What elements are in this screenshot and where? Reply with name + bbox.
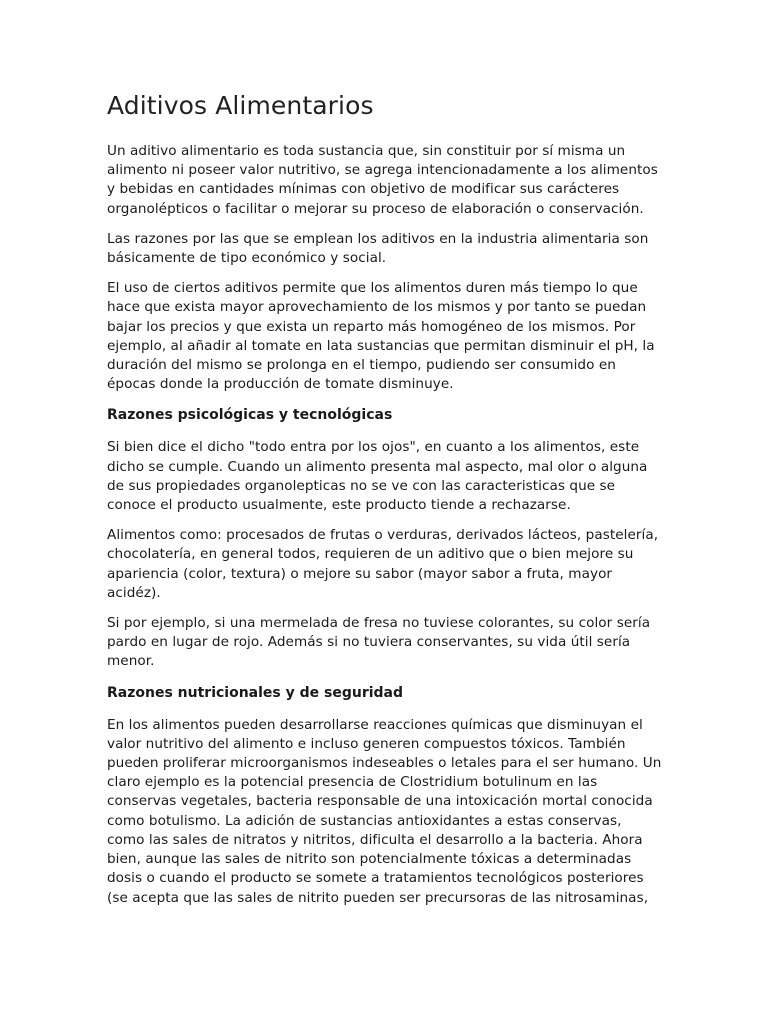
paragraph-nutri-1: En los alimentos pueden desarrollarse reacciones químicas que disminuyan el valor nutritivo del alimento e incluso generen compuestos tóxicos. También pueden proliferar microorganismos indeseables o letales para el ser humano. Un claro ejemplo es la potencial presencia de Clostridium botulinum en las conservas vegetales, bacteria responsable de una intoxicación mortal conocida como botulismo. La adición de sustancias antioxidantes a estas conservas, como las sales de nitratos y nitritos, dificulta el desarrollo a la bacteria. Ahora bien, aunque las sales de nitrito son potencialmente tóxicas a determinadas dosis o cuando el producto se somete a tratamientos tecnológicos posteriores (se acepta que las sales de nitrito pueden ser precursoras de las nitrosaminas, <box>107 716 662 906</box>
paragraph-psych-1: Si bien dice el dicho "todo entra por los ojos", en cuanto a los alimentos, este dicho se cumple. Cuando un alimento presenta mal aspecto, mal olor o alguna de sus propiedades organolepticas no se ve con las caracteristicas que se conoce el producto usualmente, este producto tiende a rechazarse. <box>107 439 648 514</box>
section-heading-nutri: Razones nutricionales y de seguridad <box>107 684 404 701</box>
page-title: Aditivos Alimentarios <box>107 91 374 120</box>
paragraph-intro-1: Un aditivo alimentario es toda sustancia que, sin constituir por sí misma un alimento ni poseer valor nutritivo, se agrega intencionadamente a los alimentos y bebidas en cantidades mínimas con objetivo de modificar sus carácteres organolépticos o facilitar o mejorar su proceso de elaboración o conservación. <box>107 143 658 217</box>
document-page <box>107 90 662 919</box>
paragraph-intro-3: El uso de ciertos aditivos permite que los alimentos duren más tiempo lo que hace que exista mayor aprovechamiento de los mismos y por tanto se puedan bajar los precios y que exista un reparto más homogéneo de los mismos. Por ejemplo, al añadir al tomate en lata sustancias que permitan disminuir el pH, la duración del mismo se prolonga en el tiempo, pudiendo ser consumido en épocas donde la producción de tomate disminuye. <box>107 280 655 393</box>
paragraph-psych-2: Alimentos como: procesados de frutas o verduras, derivados lácteos, pastelería, chocolatería, en general todos, requieren de un aditivo que o bien mejore su apariencia (color, textura) o mejore su sabor (mayor sabor a fruta, mayor acidéz). <box>107 527 659 601</box>
paragraph-intro-2: Las razones por las que se emplean los aditivos en la industria alimentaria son básicamente de tipo económico y social. <box>107 230 649 267</box>
paragraph-psych-3: Si por ejemplo, si una mermelada de fresa no tuviese colorantes, su color sería pardo en lugar de rojo. Además si no tuviera conservantes, su vida útil sería menor. <box>107 615 651 670</box>
section-heading-psych: Razones psicológicas y tecnológicas <box>107 407 393 424</box>
